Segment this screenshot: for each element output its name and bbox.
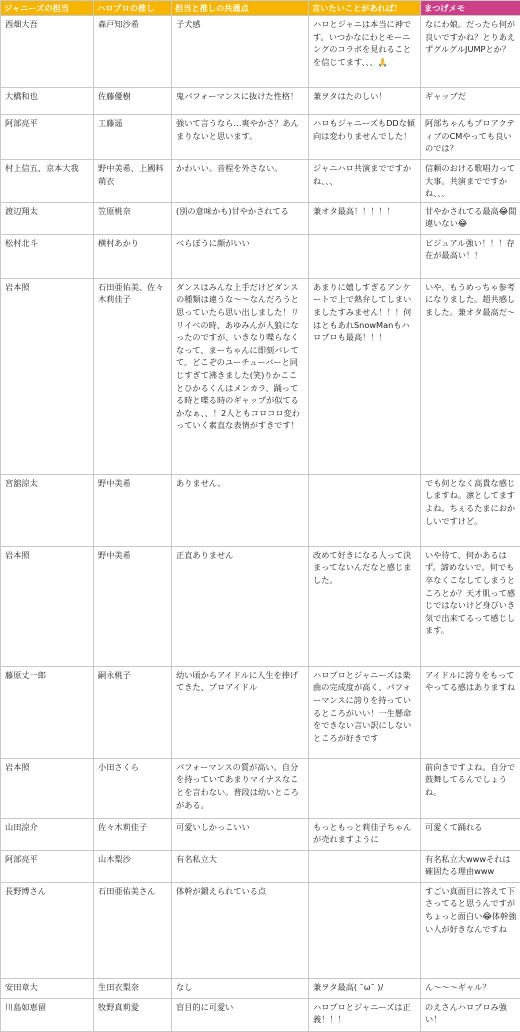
cell-text: ダンスはみんな上手だけどダンスの種類は違うな〜〜なんだろうと思っていたら思い出しました！リリイベの時、あゆみんが人狼になったのですが、いきなり喋らなくなって、まーちゃんに即刻バレてて、どこぞのユーチューバーと同じすぎて沸きました(笑)りかこことひかるくんはメンカラ、踊ってる時と喋る時のギャップが似てるかなぁ、、！2人ともコロコロ変わっていく素直な表情がすきです！ [176, 282, 300, 431]
comment-cell [309, 978, 421, 998]
comment-cell [309, 882, 421, 978]
cell-text: 佐藤優樹 [98, 91, 131, 101]
cell-text: なにわ娘。だったら何が良いですかね？とりあえずグルグルJUMPとか？ [425, 19, 515, 54]
cell-text: 盲目的に可愛い [176, 1002, 233, 1012]
matsuge-memo-cell [421, 666, 520, 758]
johnnys-tanto-cell [1, 998, 94, 1031]
common-points-cell [172, 666, 309, 758]
johnnys-tanto-cell [1, 850, 94, 882]
cell-text: 村上信五、京本大我 [5, 163, 79, 173]
cell-text: 藤原丈一郎 [5, 670, 46, 680]
table-row [1, 278, 520, 474]
cell-text: 牧野真莉愛 [98, 1002, 139, 1012]
johnnys-tanto-cell [1, 278, 94, 474]
cell-text: 石田亜佑美さん [98, 886, 155, 896]
matsuge-memo-cell [421, 16, 520, 88]
johnnys-tanto-cell [1, 474, 94, 546]
common-points-cell [172, 115, 309, 160]
cell-text: いや、もうめっちゃ参考になりました。超共感しました。兼オタ最高だ〜 [425, 282, 515, 317]
table-row [1, 998, 520, 1031]
cell-text: 岩本照 [5, 762, 30, 772]
common-points-cell [172, 546, 309, 666]
hello-project-oshi-cell [94, 16, 172, 88]
matsuge-memo-cell [421, 546, 520, 666]
comment-cell [309, 666, 421, 758]
cell-text: 山田涼介 [5, 822, 38, 832]
table-row [1, 850, 520, 882]
cell-text: 兼ヲタはたのしい！ [313, 91, 387, 101]
comment-cell [309, 546, 421, 666]
johnnys-tanto-cell [1, 546, 94, 666]
cell-text: すごい真面目に答えて下さってると思うんですがちょっと面白い😂体幹強い人が好きなんですね [425, 886, 516, 934]
matsuge-memo-cell [421, 88, 520, 115]
johnnys-tanto-cell [1, 818, 94, 850]
table-row [1, 546, 520, 666]
common-points-cell [172, 474, 309, 546]
comment-cell [309, 16, 421, 88]
cell-text: 阿部亮平 [5, 118, 38, 128]
table-row [1, 978, 520, 998]
common-points-cell [172, 882, 309, 978]
header-comments: 言いたいことがあれば！ [309, 1, 421, 16]
common-points-cell [172, 202, 309, 234]
common-points-cell [172, 818, 309, 850]
cell-text: 前向きですよね。自分で鼓舞してるんでしょうね。 [425, 762, 515, 797]
cell-text: ハロプロとジャニーズは楽曲の完成度が高く、パフォーマンスに誇りを持っているところがいい！一生懸命をできない言い訳にしないところが好きです [313, 670, 411, 743]
common-points-cell [172, 850, 309, 882]
comment-cell [309, 202, 421, 234]
cell-text: ジャニハロ共演までですかね、、、 [313, 163, 411, 186]
johnnys-tanto-cell [1, 882, 94, 978]
cell-text: 幼い頃からアイドルに人生を捧げてきた、プロアイドル [176, 670, 298, 693]
matsuge-memo-cell [421, 850, 520, 882]
common-points-cell [172, 278, 309, 474]
header-matsuge-memo: まつげメモ [421, 1, 520, 16]
hello-project-oshi-cell [94, 278, 172, 474]
table-row [1, 160, 520, 203]
cell-text: なし [176, 982, 192, 992]
johnnys-tanto-cell [1, 115, 94, 160]
common-points-cell [172, 160, 309, 203]
hello-project-oshi-cell [94, 882, 172, 978]
matsuge-memo-cell [421, 474, 520, 546]
common-points-cell [172, 978, 309, 998]
hello-project-oshi-cell [94, 202, 172, 234]
matsuge-memo-cell [421, 998, 520, 1031]
common-points-cell [172, 234, 309, 278]
table-body [1, 16, 520, 1032]
comment-cell [309, 160, 421, 203]
johnnys-tanto-cell [1, 160, 94, 203]
cell-text: 佐々木莉佳子 [98, 822, 147, 832]
hello-project-oshi-cell [94, 978, 172, 998]
cell-text: 野中美希 [98, 550, 131, 560]
cell-text: 可愛いしかっこいい [176, 822, 250, 832]
comment-cell [309, 278, 421, 474]
common-points-cell [172, 758, 309, 818]
matsuge-memo-cell [421, 758, 520, 818]
common-points-cell [172, 88, 309, 115]
comment-cell [309, 998, 421, 1031]
cell-text: ギャップだ [425, 91, 466, 101]
cell-text: 阿部ちゃんもプロアクティブのCMやっても良いのでは？ [425, 118, 515, 153]
cell-text: もっともっと莉佳子ちゃんが売れますように [313, 822, 411, 845]
hello-project-oshi-cell [94, 474, 172, 546]
matsuge-memo-cell [421, 202, 520, 234]
cell-text: あまりに嬉しすぎるアンケートで上で熱弁してしまいましたすみません！！！何はともあれSnowManもハロプロも最高！！！ [313, 282, 411, 342]
johnnys-tanto-cell [1, 758, 94, 818]
matsuge-memo-cell [421, 115, 520, 160]
matsuge-memo-cell [421, 234, 520, 278]
cell-text: 強いて言うなら…爽やかさ？あんまりないと思います。 [176, 118, 299, 141]
cell-text: 工藤遥 [98, 118, 123, 128]
cell-text: ありません。 [176, 478, 226, 488]
cell-text: のえさんハロプロみ強い！ [425, 1002, 507, 1025]
johnnys-tanto-cell [1, 666, 94, 758]
cell-text: いや待て、何かあるはず。諦めないで。何でも卒なくこなしてしまうところとか？天才肌って感じではないけど身びいき気で出来てるって感じします。 [425, 550, 515, 636]
table-row [1, 666, 520, 758]
cell-text: 石田亜佑美、佐々木莉佳子 [98, 282, 164, 305]
cell-text: でも何となく高貴な感じしますね。凛としてますよね。ちぇるたまにおかしいですけど。 [425, 478, 515, 526]
cell-text: 川島如恵留 [5, 1002, 46, 1012]
hello-project-oshi-cell [94, 758, 172, 818]
cell-text: 子犬感 [176, 19, 201, 29]
cell-text: 体幹が鍛えられている点 [176, 886, 266, 896]
cell-text: ハロプロとジャニーズは正義！！！ [313, 1002, 411, 1025]
table-row [1, 234, 520, 278]
hello-project-oshi-cell [94, 546, 172, 666]
cell-text: 鬼パフォーマンスに抜けた性格！ [176, 91, 298, 101]
cell-text: 松村北斗 [5, 238, 38, 248]
comment-cell [309, 758, 421, 818]
cell-text: 野中美希、上國料萌衣 [98, 163, 164, 186]
common-points-cell [172, 998, 309, 1031]
comment-cell [309, 234, 421, 278]
header-common-points: 担当と推しの共通点 [172, 1, 309, 16]
table-row [1, 115, 520, 160]
cell-text: 嗣永桃子 [98, 670, 131, 680]
cell-text: 有名私立大wwwそれは確固たる理由www [425, 854, 511, 877]
cell-text: ハロもジャニーズもDDな傾向は変わりませんでした！ [313, 118, 415, 141]
table-row [1, 882, 520, 978]
cell-text: 宮舘涼太 [5, 478, 38, 488]
common-points-cell [172, 16, 309, 88]
table-row [1, 16, 520, 88]
cell-text: 生田衣梨奈 [98, 982, 139, 992]
cell-text: 兼ヲタ最高( ˘ω˘ )/ [313, 982, 383, 992]
cell-text: 甘やかされてる最高😂間違いない😂 [425, 206, 516, 229]
hello-project-oshi-cell [94, 88, 172, 115]
comment-cell [309, 115, 421, 160]
cell-text: 阿部亮平 [5, 854, 38, 864]
cell-text: べらぼうに顔がいい [176, 238, 250, 248]
cell-text: 岩本照 [5, 550, 30, 560]
table-row [1, 88, 520, 115]
cell-text: 兼オタ最高！！！！！ [313, 206, 395, 216]
cell-text: 渡辺翔太 [5, 206, 38, 216]
hello-project-oshi-cell [94, 818, 172, 850]
johnnys-tanto-cell [1, 234, 94, 278]
hello-project-oshi-cell [94, 998, 172, 1031]
table-row [1, 474, 520, 546]
cell-text: 正直ありません [176, 550, 233, 560]
cell-text: 有名私立大 [176, 854, 217, 864]
cell-text: かわいい。音程を外さない。 [176, 163, 282, 173]
hello-project-oshi-cell [94, 666, 172, 758]
comment-cell [309, 818, 421, 850]
cell-text: (別の意味かも)甘やかされてる [176, 206, 289, 216]
matsuge-memo-cell [421, 278, 520, 474]
hello-project-oshi-cell [94, 160, 172, 203]
header-johnnys-tanto: ジャニーズの担当 [1, 1, 94, 16]
cell-text: 大橋和也 [5, 91, 38, 101]
cell-text: 笠原桃奈 [98, 206, 131, 216]
cell-text: 安田章大 [5, 982, 38, 992]
cell-text: 森戸知沙希 [98, 19, 139, 29]
cell-text: ビジュアル強い！！！存在が最高い！！ [425, 238, 515, 261]
cell-text: 可愛くて踊れる [425, 822, 482, 832]
johnnys-tanto-cell [1, 16, 94, 88]
table-row [1, 202, 520, 234]
cell-text: ん〜〜〜ギャル？ [425, 982, 491, 992]
johnnys-tanto-cell [1, 88, 94, 115]
cell-text: ハロとジャニは本当に神です。いつかなにわとモーニングのコラボを見れることを信じてます、、、🙏 [313, 19, 411, 67]
header-hello-project-oshi: ハロプロの推し [94, 1, 172, 16]
cell-text: 岩本照 [5, 282, 30, 292]
hello-project-oshi-cell [94, 850, 172, 882]
comment-cell [309, 88, 421, 115]
cell-text: アイドルに誇りをもってやってる感はありますね [425, 670, 515, 693]
cell-text: 野中美希 [98, 478, 131, 488]
comment-cell [309, 850, 421, 882]
cell-text: 西畑大吾 [5, 19, 38, 29]
matsuge-memo-cell [421, 160, 520, 203]
cell-text: 長野博さん [5, 886, 46, 896]
cell-text: 横村あかり [98, 238, 139, 248]
cell-text: パフォーマンスの質が高い。自分を持っていてあまりマイナスなことを言わない。普段は幼いところがある。 [176, 762, 299, 810]
matsuge-memo-cell [421, 882, 520, 978]
matsuge-memo-cell [421, 818, 520, 850]
header-row [1, 1, 520, 16]
table-row [1, 758, 520, 818]
comment-cell [309, 474, 421, 546]
cell-text: 山木梨沙 [98, 854, 131, 864]
table-row [1, 818, 520, 850]
hello-project-oshi-cell [94, 115, 172, 160]
cell-text: 改めて好きになる人って決まってないんだなと感じました。 [313, 550, 411, 585]
hello-project-oshi-cell [94, 234, 172, 278]
matsuge-memo-cell [421, 978, 520, 998]
johnnys-tanto-cell [1, 978, 94, 998]
cell-text: 小田さくら [98, 762, 139, 772]
cell-text: 信頼のおける歌唱力って大事。共演までですかね、、、 [425, 163, 515, 198]
johnnys-tanto-cell [1, 202, 94, 234]
